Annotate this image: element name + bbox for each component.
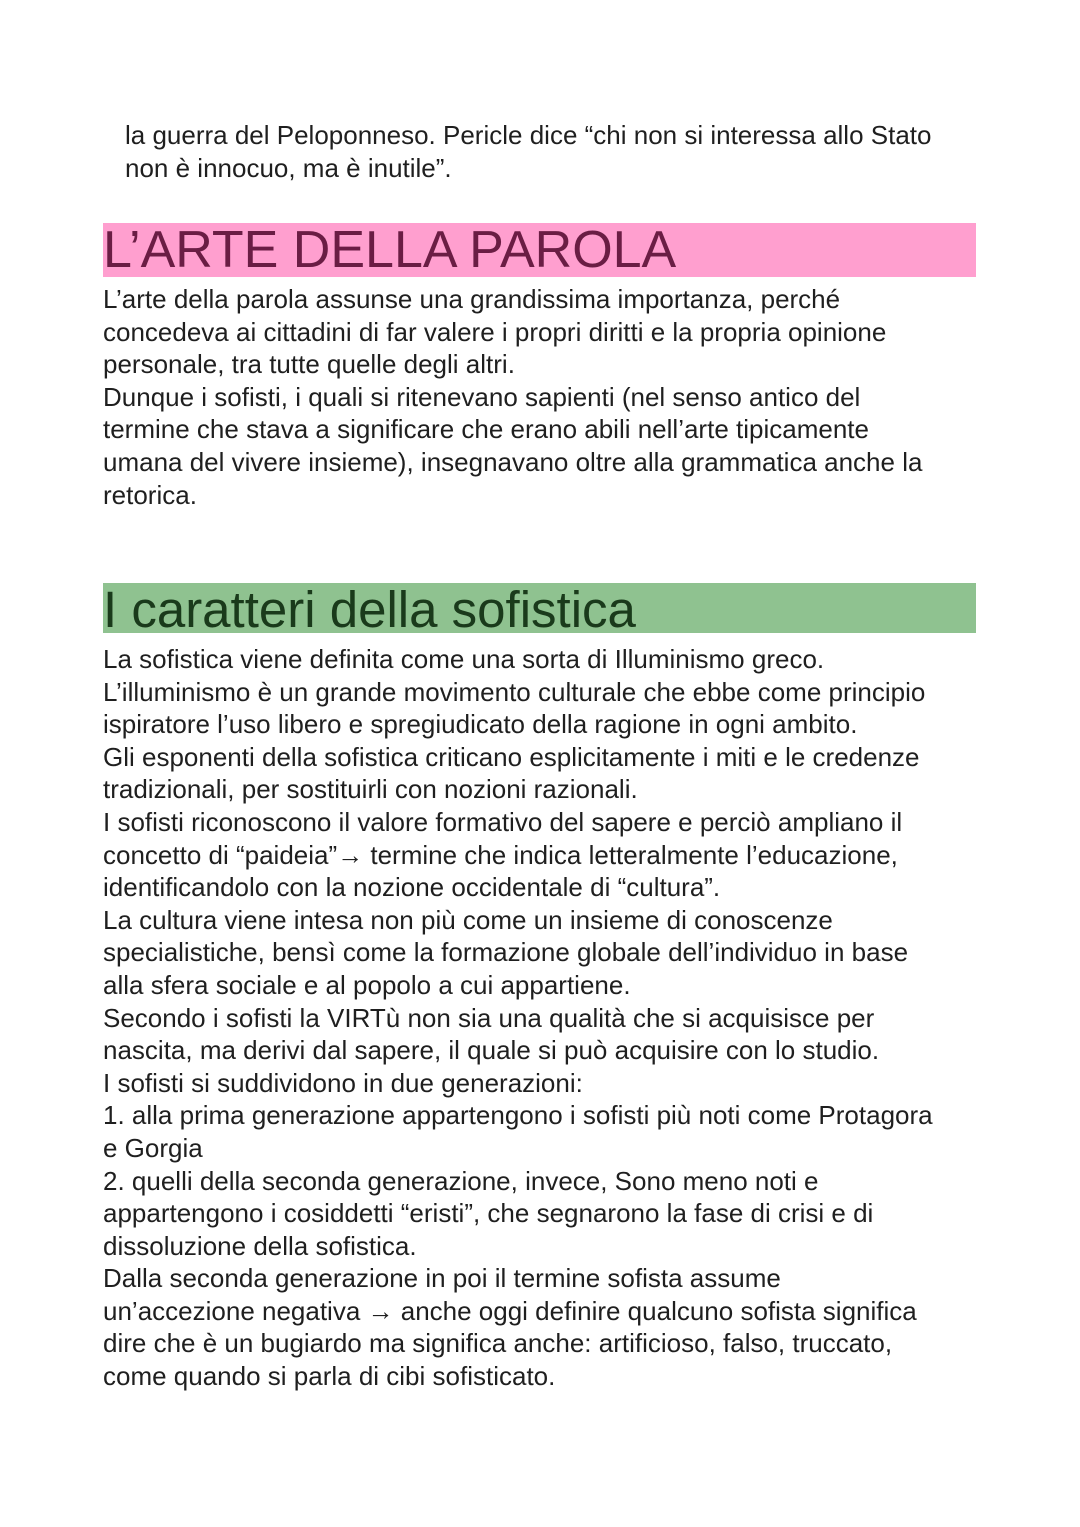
text-line: retorica. [103, 479, 197, 510]
text-line: nascita, ma derivi dal sapere, il quale si può acquisire con lo studio. [103, 1035, 880, 1066]
text-line: ispiratore l’uso libero e spregiudicato della ragione in ogni ambito. [103, 709, 858, 740]
text-line: dire che è un bugiardo ma significa anche: artificioso, falso, truccato, [103, 1328, 893, 1359]
text-line: personale, tra tutte quelle degli altri. [103, 349, 515, 380]
text-line: appartengono i cosiddetti “eristi”, che segnarono la fase di crisi e di [103, 1198, 874, 1229]
heading-text: L’ARTE DELLA PAROLA [103, 223, 677, 277]
text-line: tradizionali, per sostituirli con nozioni razionali. [103, 774, 638, 805]
text-line: identificandolo con la nozione occidentale di “cultura”. [103, 872, 721, 903]
text-line: Gli esponenti della sofistica criticano esplicitamente i miti e le credenze [103, 741, 920, 772]
text-line: dissoluzione della sofistica. [103, 1230, 417, 1261]
text-line: termine che stava a significare che erano abili nell’arte tipicamente [103, 414, 869, 445]
text-line: concedeva ai cittadini di far valere i propri diritti e la propria opinione [103, 316, 887, 347]
text-line: L’illuminismo è un grande movimento culturale che ebbe come principio [103, 676, 926, 707]
text-line: umana del vivere insieme), insegnavano oltre alla grammatica anche la [103, 446, 923, 477]
text-line: non è innocuo, ma è inutile”. [125, 152, 452, 183]
text-line: La cultura viene intesa non più come un insieme di conoscenze [103, 904, 833, 935]
text-line: alla sfera sociale e al popolo a cui appartiene. [103, 969, 631, 1000]
text-line: specialistiche, bensì come la formazione globale dell’individuo in base [103, 937, 909, 968]
text-line: Dunque i sofisti, i quali si ritenevano sapienti (nel senso antico del [103, 381, 861, 412]
section-heading-arte-della-parola [103, 223, 976, 277]
heading-text: I caratteri della sofistica [103, 583, 636, 633]
text-line: e Gorgia [103, 1132, 203, 1163]
section-caratteri-sofistica-body [103, 643, 983, 1393]
text-line: concetto di “paideia”→ termine che indica letteralmente l’educazione, [103, 839, 898, 870]
section-heading-caratteri-sofistica [103, 583, 976, 633]
text-line: 2. quelli della seconda generazione, invece, Sono meno noti e [103, 1165, 819, 1196]
text-line: 1. alla prima generazione appartengono i sofisti più noti come Protagora [103, 1100, 933, 1131]
text-line: I sofisti si suddividono in due generazioni: [103, 1067, 583, 1098]
text-line: Secondo i sofisti la VIRTù non sia una qualità che si acquisisce per [103, 1002, 875, 1033]
text-line: I sofisti riconoscono il valore formativo del sapere e perciò ampliano il [103, 806, 903, 837]
text-line: La sofistica viene definita come una sorta di Illuminismo greco. [103, 644, 825, 674]
intro-paragraph [125, 119, 1005, 184]
text-line: L’arte della parola assunse una grandissima importanza, perché [103, 284, 841, 314]
text-line: la guerra del Peloponneso. Pericle dice “chi non si interessa allo Stato [125, 120, 932, 150]
text-line: come quando si parla di cibi sofisticato. [103, 1361, 556, 1392]
section-arte-della-parola-body [103, 283, 983, 511]
text-line: Dalla seconda generazione in poi il termine sofista assume [103, 1263, 781, 1294]
text-line: un’accezione negativa → anche oggi definire qualcuno sofista significa [103, 1295, 917, 1326]
